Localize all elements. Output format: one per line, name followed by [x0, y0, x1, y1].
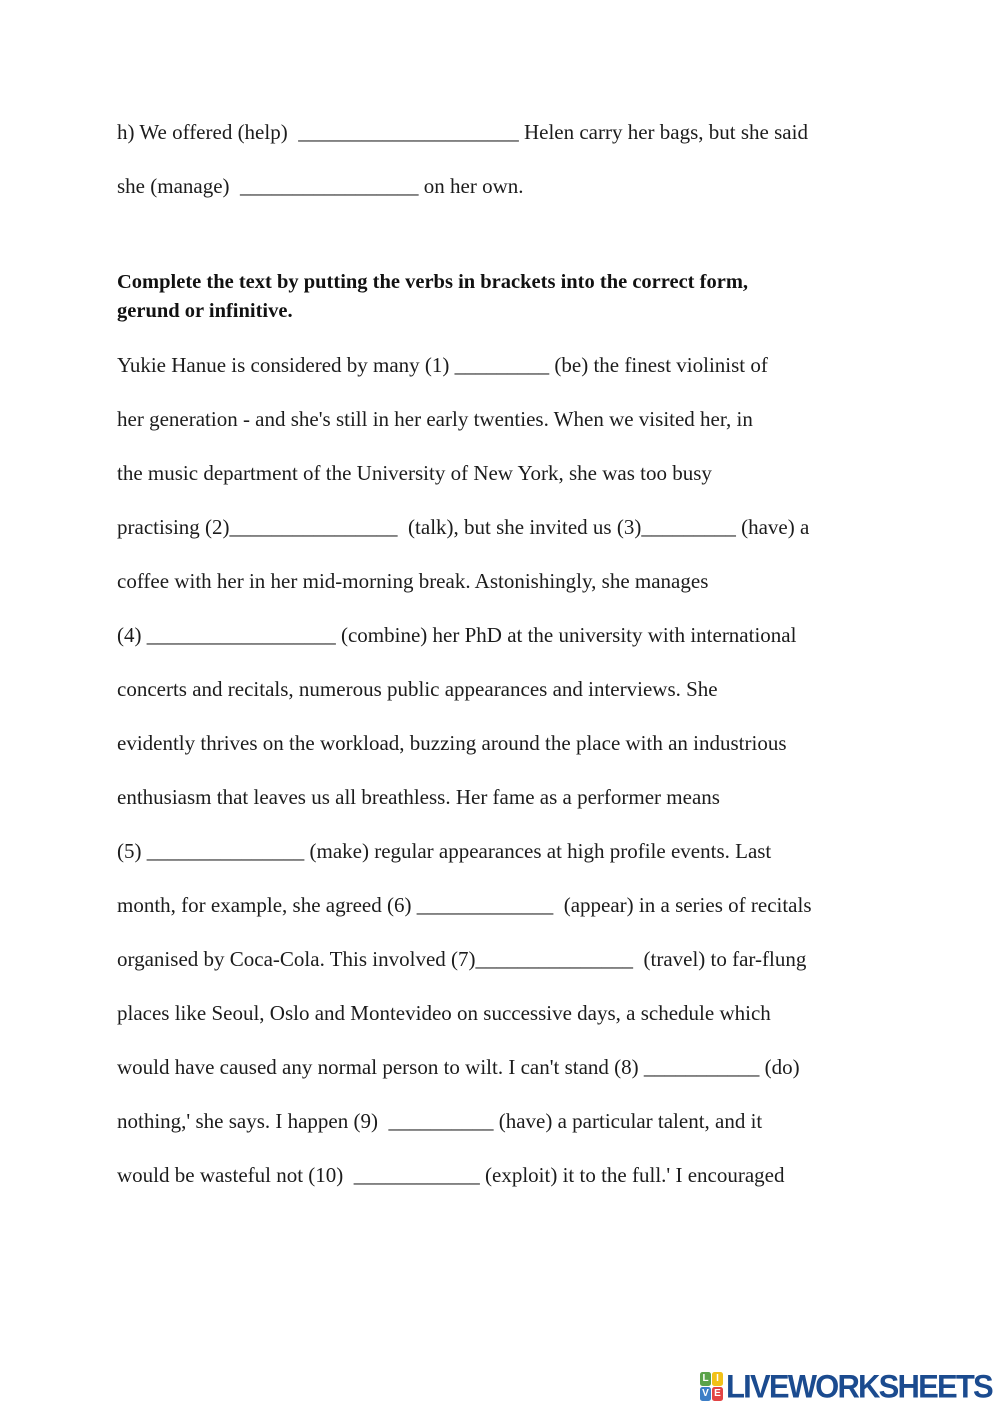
text-line: the music department of the University of New York, she was too busy: [117, 461, 712, 485]
liveworksheets-logo-icon: [700, 1372, 723, 1401]
text-line: she (manage) _________________ on her own.: [117, 174, 524, 198]
logo-tile-i: I: [712, 1372, 723, 1386]
text-line: (4) __________________ (combine) her PhD at the university with international: [117, 623, 797, 647]
text-line: h) We offered (help) _____________________ Helen carry her bags, but she said: [117, 120, 808, 144]
text-line: Yukie Hanue is considered by many (1) _________ (be) the finest violinist of: [117, 353, 768, 377]
text-line: concerts and recitals, numerous public appearances and interviews. She: [117, 677, 718, 701]
text-line: organised by Coca-Cola. This involved (7)_______________ (travel) to far-flung: [117, 947, 807, 971]
text-line: practising (2)________________ (talk), but she invited us (3)_________ (have) a: [117, 515, 810, 539]
instructions-line: Complete the text by putting the verbs in brackets into the correct form,: [117, 271, 749, 293]
text-line: coffee with her in her mid-morning break. Astonishingly, she manages: [117, 569, 709, 593]
instructions-line: gerund or infinitive.: [117, 299, 293, 322]
text-line: evidently thrives on the workload, buzzing around the place with an industrious: [117, 731, 787, 755]
text-line: would have caused any normal person to wilt. I can't stand (8) ___________ (do): [117, 1055, 800, 1079]
liveworksheets-logo[interactable]: [700, 1368, 992, 1405]
text-line: places like Seoul, Oslo and Montevideo on successive days, a schedule which: [117, 1001, 771, 1025]
text-line: (5) _______________ (make) regular appearances at high profile events. Last: [117, 839, 772, 863]
text-line: would be wasteful not (10) ____________ (exploit) it to the full.' I encouraged: [117, 1163, 785, 1187]
text-line: her generation - and she's still in her early twenties. When we visited her, in: [117, 407, 753, 431]
logo-tile-v: V: [700, 1387, 711, 1401]
text-line: enthusiasm that leaves us all breathless. Her fame as a performer means: [117, 785, 720, 809]
instructions-heading: [117, 268, 960, 325]
text-line: month, for example, she agreed (6) _____________ (appear) in a series of recitals: [117, 893, 812, 917]
gap-fill-text: [117, 338, 960, 1202]
exercise-item-h: [117, 105, 960, 213]
logo-tile-e: E: [712, 1387, 723, 1401]
logo-tile-l: L: [700, 1372, 711, 1386]
text-line: nothing,' she says. I happen (9) __________ (have) a particular talent, and it: [117, 1109, 763, 1133]
liveworksheets-wordmark: LIVEWORKSHEETS: [726, 1368, 992, 1405]
